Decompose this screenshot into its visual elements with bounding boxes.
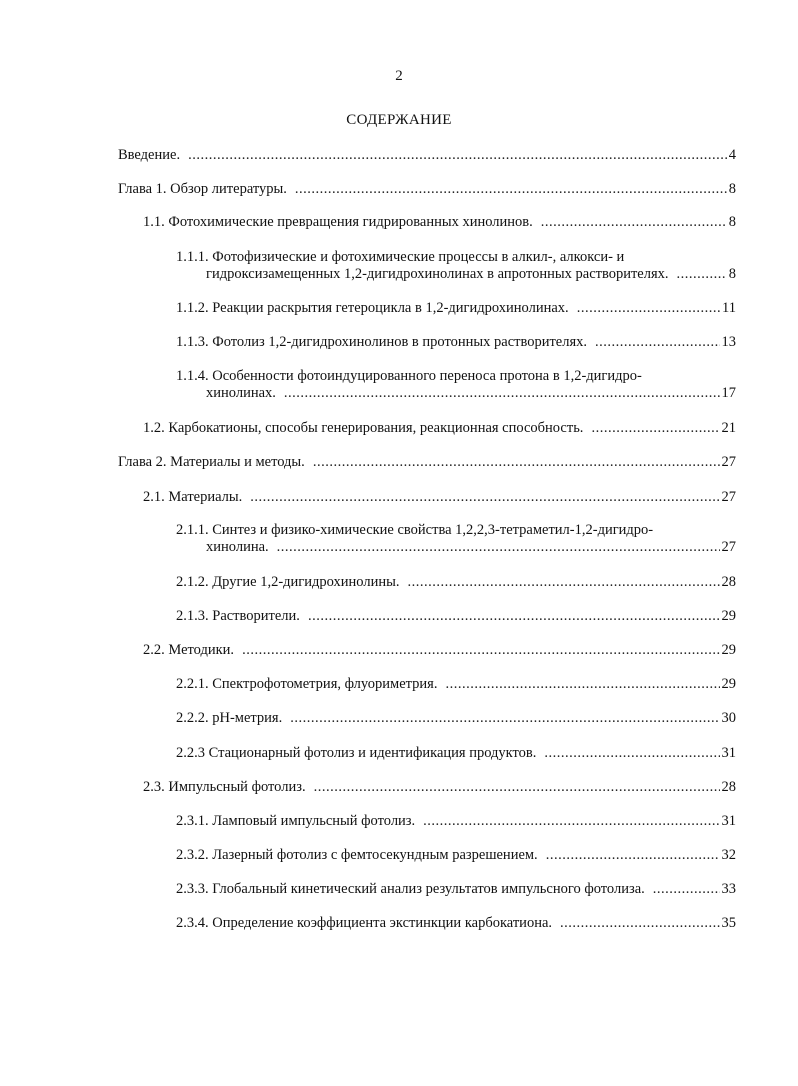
toc-entry-text-line1: 1.1.4. Особенности фотоиндуцированного переноса протона в 1,2-дигидро-	[176, 368, 642, 384]
toc-entry-1-1	[143, 214, 736, 231]
toc-entry-2-3-3	[176, 881, 736, 898]
toc-entry-1-2	[143, 420, 736, 437]
toc-page-number: 30	[721, 710, 736, 726]
toc-page-number: 17	[721, 385, 736, 401]
toc-page-number: 8	[728, 266, 736, 282]
toc-entry-2-3-1	[176, 813, 736, 830]
dot-leader	[577, 300, 720, 317]
toc-entry-text: 2.2.1. Спектрофотометрия, флуориметрия.	[176, 676, 438, 692]
toc-page-number: 28	[721, 574, 736, 590]
toc-entry-text-line1: 2.1.1. Синтез и физико-химические свойства 1,2,2,3-тетраметил-1,2-дигидро-	[176, 522, 654, 538]
toc-page-number: 4	[728, 147, 736, 163]
toc-page-number: 32	[721, 847, 736, 863]
toc-entry-text: Введение.	[118, 147, 181, 163]
toc-page-number: 29	[721, 676, 736, 692]
toc-entry-1-1-3	[176, 334, 736, 351]
toc-entry-text: 2.3.3. Глобальный кинетический анализ результатов импульсного фотолиза.	[176, 881, 645, 897]
toc-entry-2-2-3	[176, 745, 736, 762]
toc-entry-1-1-4	[176, 368, 736, 402]
toc-entry-chapter-2	[118, 454, 736, 471]
toc-page-number: 35	[721, 915, 736, 931]
toc-entry-text: 2.3.1. Ламповый импульсный фотолиз.	[176, 813, 416, 829]
toc-page-number: 31	[721, 813, 736, 829]
toc-page-number: 31	[721, 745, 736, 761]
toc-entry-text: 1.2. Карбокатионы, способы генерирования, реакционная способность.	[143, 420, 584, 436]
dot-leader	[407, 574, 719, 591]
dot-leader	[445, 676, 719, 693]
dot-leader	[546, 847, 720, 864]
toc-entry-intro	[118, 147, 736, 164]
toc-entry-text: 1.1.2. Реакции раскрытия гетероцикла в 1,2-дигидрохинолинах.	[176, 300, 569, 316]
toc-entry-text: 2.3.2. Лазерный фотолиз с фемтосекундным разрешением.	[176, 847, 538, 863]
toc-entry-text-line1: 1.1.1. Фотофизические и фотохимические процессы в алкил-, алкокси- и	[176, 249, 625, 265]
toc-page-number: 8	[728, 214, 736, 230]
dot-leader	[591, 420, 719, 437]
toc-entry-text: 2.2. Методики.	[143, 642, 235, 658]
toc-page-number: 21	[721, 420, 736, 436]
toc-entry-2-1	[143, 489, 736, 506]
toc-entry-text: хинолинах.	[206, 385, 276, 401]
dot-leader	[250, 489, 719, 506]
dot-leader	[560, 915, 719, 932]
dot-leader	[313, 454, 720, 471]
toc-entry-2-3	[143, 779, 736, 796]
toc-page-number: 13	[721, 334, 736, 350]
dot-leader	[308, 608, 720, 625]
toc-page-number: 27	[721, 539, 736, 555]
toc-entry-1-1-1	[176, 249, 736, 283]
toc-page-number: 8	[728, 181, 736, 197]
toc-page-number: 11	[722, 300, 736, 316]
dot-leader	[295, 181, 727, 198]
toc-entry-1-1-2	[176, 300, 736, 317]
toc-entry-text: 2.3. Импульсный фотолиз.	[143, 779, 306, 795]
dot-leader	[314, 779, 720, 796]
dot-leader	[544, 745, 719, 762]
page-number: 2	[395, 68, 403, 84]
toc-entry-2-3-2	[176, 847, 736, 864]
dot-leader	[541, 214, 727, 231]
toc-entry-text: Глава 2. Материалы и методы.	[118, 454, 305, 470]
dot-leader	[653, 881, 720, 898]
toc-title: СОДЕРЖАНИЕ	[346, 112, 452, 128]
toc-entry-text: 2.1. Материалы.	[143, 489, 243, 505]
toc-entry-text: 2.2.2. рН-метрия.	[176, 710, 283, 726]
toc-page-number: 27	[721, 489, 736, 505]
dot-leader	[290, 710, 719, 727]
toc-entry-text: 1.1. Фотохимические превращения гидрированных хинолинов.	[143, 214, 533, 230]
toc-entry-2-1-3	[176, 608, 736, 625]
dot-leader	[188, 147, 727, 164]
toc-entry-text: хинолина.	[206, 539, 269, 555]
toc-page-number: 27	[721, 454, 736, 470]
toc-entry-2-1-2	[176, 574, 736, 591]
toc-entry-chapter-1	[118, 181, 736, 198]
toc-entry-text: гидроксизамещенных 1,2-дигидрохинолинах в апротонных растворителях.	[206, 266, 669, 282]
toc-entry-text: 2.3.4. Определение коэффициента экстинкции карбокатиона.	[176, 915, 553, 931]
toc-entry-text: Глава 1. Обзор литературы.	[118, 181, 287, 197]
toc-entry-2-1-1	[176, 522, 736, 556]
toc-entry-text: 2.2.3 Стационарный фотолиз и идентификация продуктов.	[176, 745, 537, 761]
toc-entry-text: 1.1.3. Фотолиз 1,2-дигидрохинолинов в протонных растворителях.	[176, 334, 588, 350]
toc-entry-2-3-4	[176, 915, 736, 932]
dot-leader	[423, 813, 719, 830]
dot-leader	[242, 642, 719, 659]
dot-leader	[677, 266, 727, 283]
toc-page-number: 29	[721, 642, 736, 658]
toc-entry-2-2-1	[176, 676, 736, 693]
toc-entry-2-2	[143, 642, 736, 659]
dot-leader	[284, 385, 720, 402]
toc-entry-text: 2.1.3. Растворители.	[176, 608, 300, 624]
toc-page-number: 33	[721, 881, 736, 897]
dot-leader	[595, 334, 719, 351]
toc-page-number: 28	[721, 779, 736, 795]
toc-entry-text: 2.1.2. Другие 1,2-дигидрохинолины.	[176, 574, 400, 590]
toc-page-number: 29	[721, 608, 736, 624]
toc-entry-2-2-2	[176, 710, 736, 727]
dot-leader	[277, 539, 720, 556]
